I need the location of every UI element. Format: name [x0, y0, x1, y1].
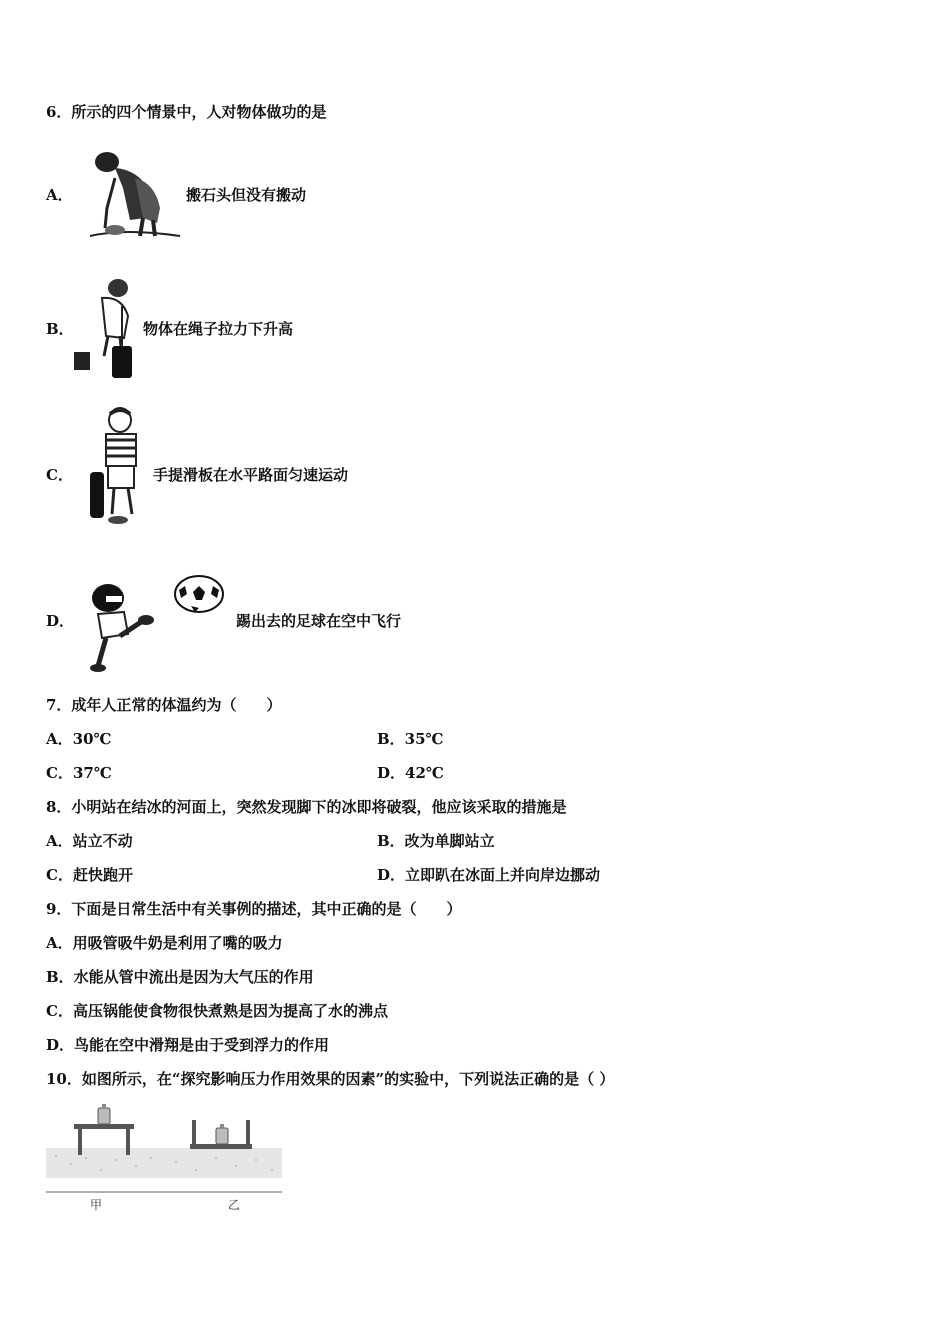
q7-option-d: D．42℃ [377, 764, 444, 782]
q9-option-d: D．鸟能在空中滑翔是由于受到浮力的作用 [46, 1036, 330, 1054]
q9-option-a: A．用吸管吸牛奶是利用了嘴的吸力 [46, 934, 283, 952]
q6-option-d-text: 踢出去的足球在空中飞行 [236, 612, 402, 630]
boy-kicking-ball-illustration [84, 578, 156, 674]
q6-option-d-letter: D． [46, 612, 75, 630]
q6-option-c-letter: C． [46, 466, 73, 484]
q6-option-c-text: 手提滑板在水平路面匀速运动 [153, 466, 349, 484]
question-9-stem: 9．下面是日常生活中有关事例的描述，其中正确的是（ ） [46, 900, 462, 918]
q6-option-a-text: 搬石头但没有搬动 [186, 186, 307, 204]
pressure-experiment-figure [46, 1100, 284, 1196]
q6-option-b-text: 物体在绳子拉力下升高 [143, 320, 294, 338]
q8-option-b: B．改为单脚站立 [377, 832, 495, 850]
q7-option-b: B．35℃ [377, 730, 444, 748]
q9-option-c: C．高压锅能使食物很快煮熟是因为提高了水的沸点 [46, 1002, 388, 1020]
figure-label-left: 甲 [90, 1198, 103, 1212]
question-8-stem: 8．小明站在结冰的河面上，突然发现脚下的冰即将破裂，他应该采取的措施是 [46, 798, 567, 816]
q6-option-a-letter: A． [46, 186, 73, 204]
question-7-stem: 7．成年人正常的体温约为（ ） [46, 696, 282, 714]
q8-option-c: C．赶快跑开 [46, 866, 133, 884]
boy-carrying-skateboard-illustration [86, 406, 152, 528]
q9-option-b: B．水能从管中流出是因为大气压的作用 [46, 968, 314, 986]
person-lifting-stone-illustration [85, 148, 185, 243]
q8-option-a: A．站立不动 [46, 832, 133, 850]
q8-option-d: D．立即趴在冰面上并向岸边挪动 [377, 866, 601, 884]
soccer-ball-icon [173, 574, 225, 614]
q7-option-a: A．30℃ [46, 730, 112, 748]
person-pulling-rope-illustration [72, 276, 142, 382]
figure-label-right: 乙 [228, 1198, 241, 1212]
q6-option-b-letter: B． [46, 320, 74, 338]
question-6-stem: 6．所示的四个情景中，人对物体做功的是 [46, 103, 327, 121]
question-10-stem: 10．如图所示，在“探究影响压力作用效果的因素”的实验中，下列说法正确的是（ ） [46, 1070, 615, 1088]
q7-option-c: C．37℃ [46, 764, 112, 782]
